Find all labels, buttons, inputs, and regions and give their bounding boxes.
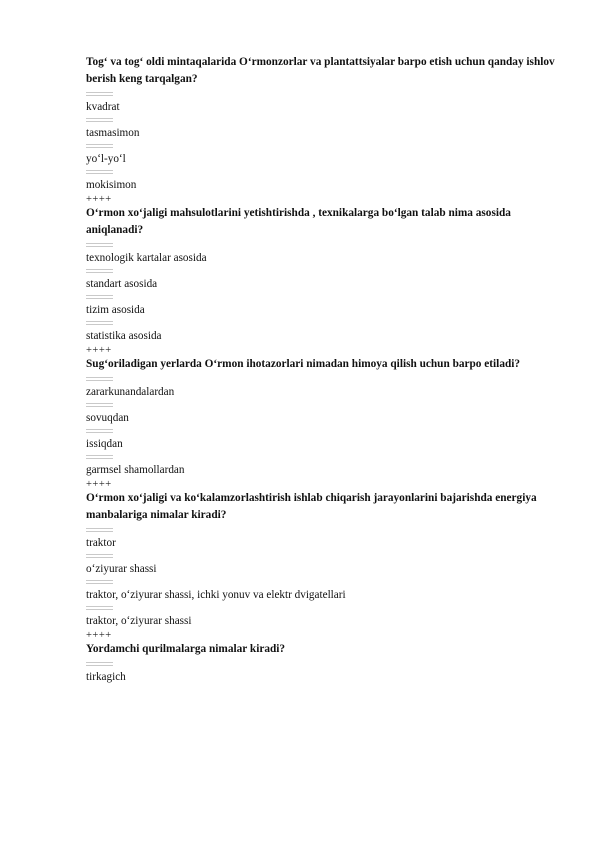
separator-line (86, 321, 113, 325)
question-text: Yordamchi qurilmalarga nimalar kiradi? (86, 643, 286, 655)
question-block-4 (86, 490, 556, 641)
separator-line (86, 662, 113, 666)
question-text: Tog‘ va tog‘ oldi mintaqalarida O‘rmonzorlar va plantattsiyalar barpo etish uchun qanday ishlov berish keng tarqalgan? (86, 56, 555, 85)
separator-line (86, 92, 113, 96)
separator-line (86, 429, 113, 433)
end-marker: ++++ (86, 194, 112, 205)
test-content (86, 54, 556, 684)
separator-line (86, 377, 113, 381)
answer-option: tizim asosida (86, 304, 145, 316)
answer-option: texnologik kartalar asosida (86, 252, 207, 264)
end-marker: ++++ (86, 345, 112, 356)
question-text: Sug‘oriladigan yerlarda O‘rmon ihotazorlari nimadan himoya qilish uchun barpo etiladi? (86, 358, 521, 370)
answer-option: o‘ziyurar shassi (86, 563, 157, 575)
end-marker: ++++ (86, 630, 112, 641)
answer-option: traktor, o‘ziyurar shassi (86, 615, 192, 627)
answer-option: mokisimon (86, 179, 137, 191)
separator-line (86, 455, 113, 459)
answer-option: yo‘l-yo‘l (86, 153, 126, 165)
answer-option: tirkagich (86, 671, 126, 683)
answer-option: issiqdan (86, 438, 123, 450)
question-block-3 (86, 356, 556, 490)
question-block-5 (86, 641, 556, 684)
answer-option: tasmasimon (86, 127, 140, 139)
separator-line (86, 606, 113, 610)
separator-line (86, 554, 113, 558)
question-block-2 (86, 205, 556, 356)
question-block-1 (86, 54, 556, 205)
answer-option: zararkunandalardan (86, 386, 175, 398)
answer-option: statistika asosida (86, 330, 162, 342)
separator-line (86, 528, 113, 532)
answer-option: traktor, o‘ziyurar shassi, ichki yonuv va elektr dvigatellari (86, 589, 346, 601)
separator-line (86, 243, 113, 247)
answer-option: traktor (86, 537, 116, 549)
question-text: O‘rmon xo‘jaligi va ko‘kalamzorlashtirish ishlab chiqarish jarayonlarini bajarishda energiya manbalariga nimalar kiradi? (86, 492, 537, 521)
answer-option: garmsel shamollardan (86, 464, 185, 476)
separator-line (86, 118, 113, 122)
separator-line (86, 403, 113, 407)
answer-option: sovuqdan (86, 412, 129, 424)
separator-line (86, 580, 113, 584)
answer-option: kvadrat (86, 101, 120, 113)
separator-line (86, 170, 113, 174)
separator-line (86, 295, 113, 299)
answer-option: standart asosida (86, 278, 158, 290)
end-marker: ++++ (86, 479, 112, 490)
separator-line (86, 144, 113, 148)
question-text: O‘rmon xo‘jaligi mahsulotlarini yetishtirishda , texnikalarga bo‘lgan talab nima asosida aniqlanadi? (86, 207, 511, 236)
separator-line (86, 269, 113, 273)
